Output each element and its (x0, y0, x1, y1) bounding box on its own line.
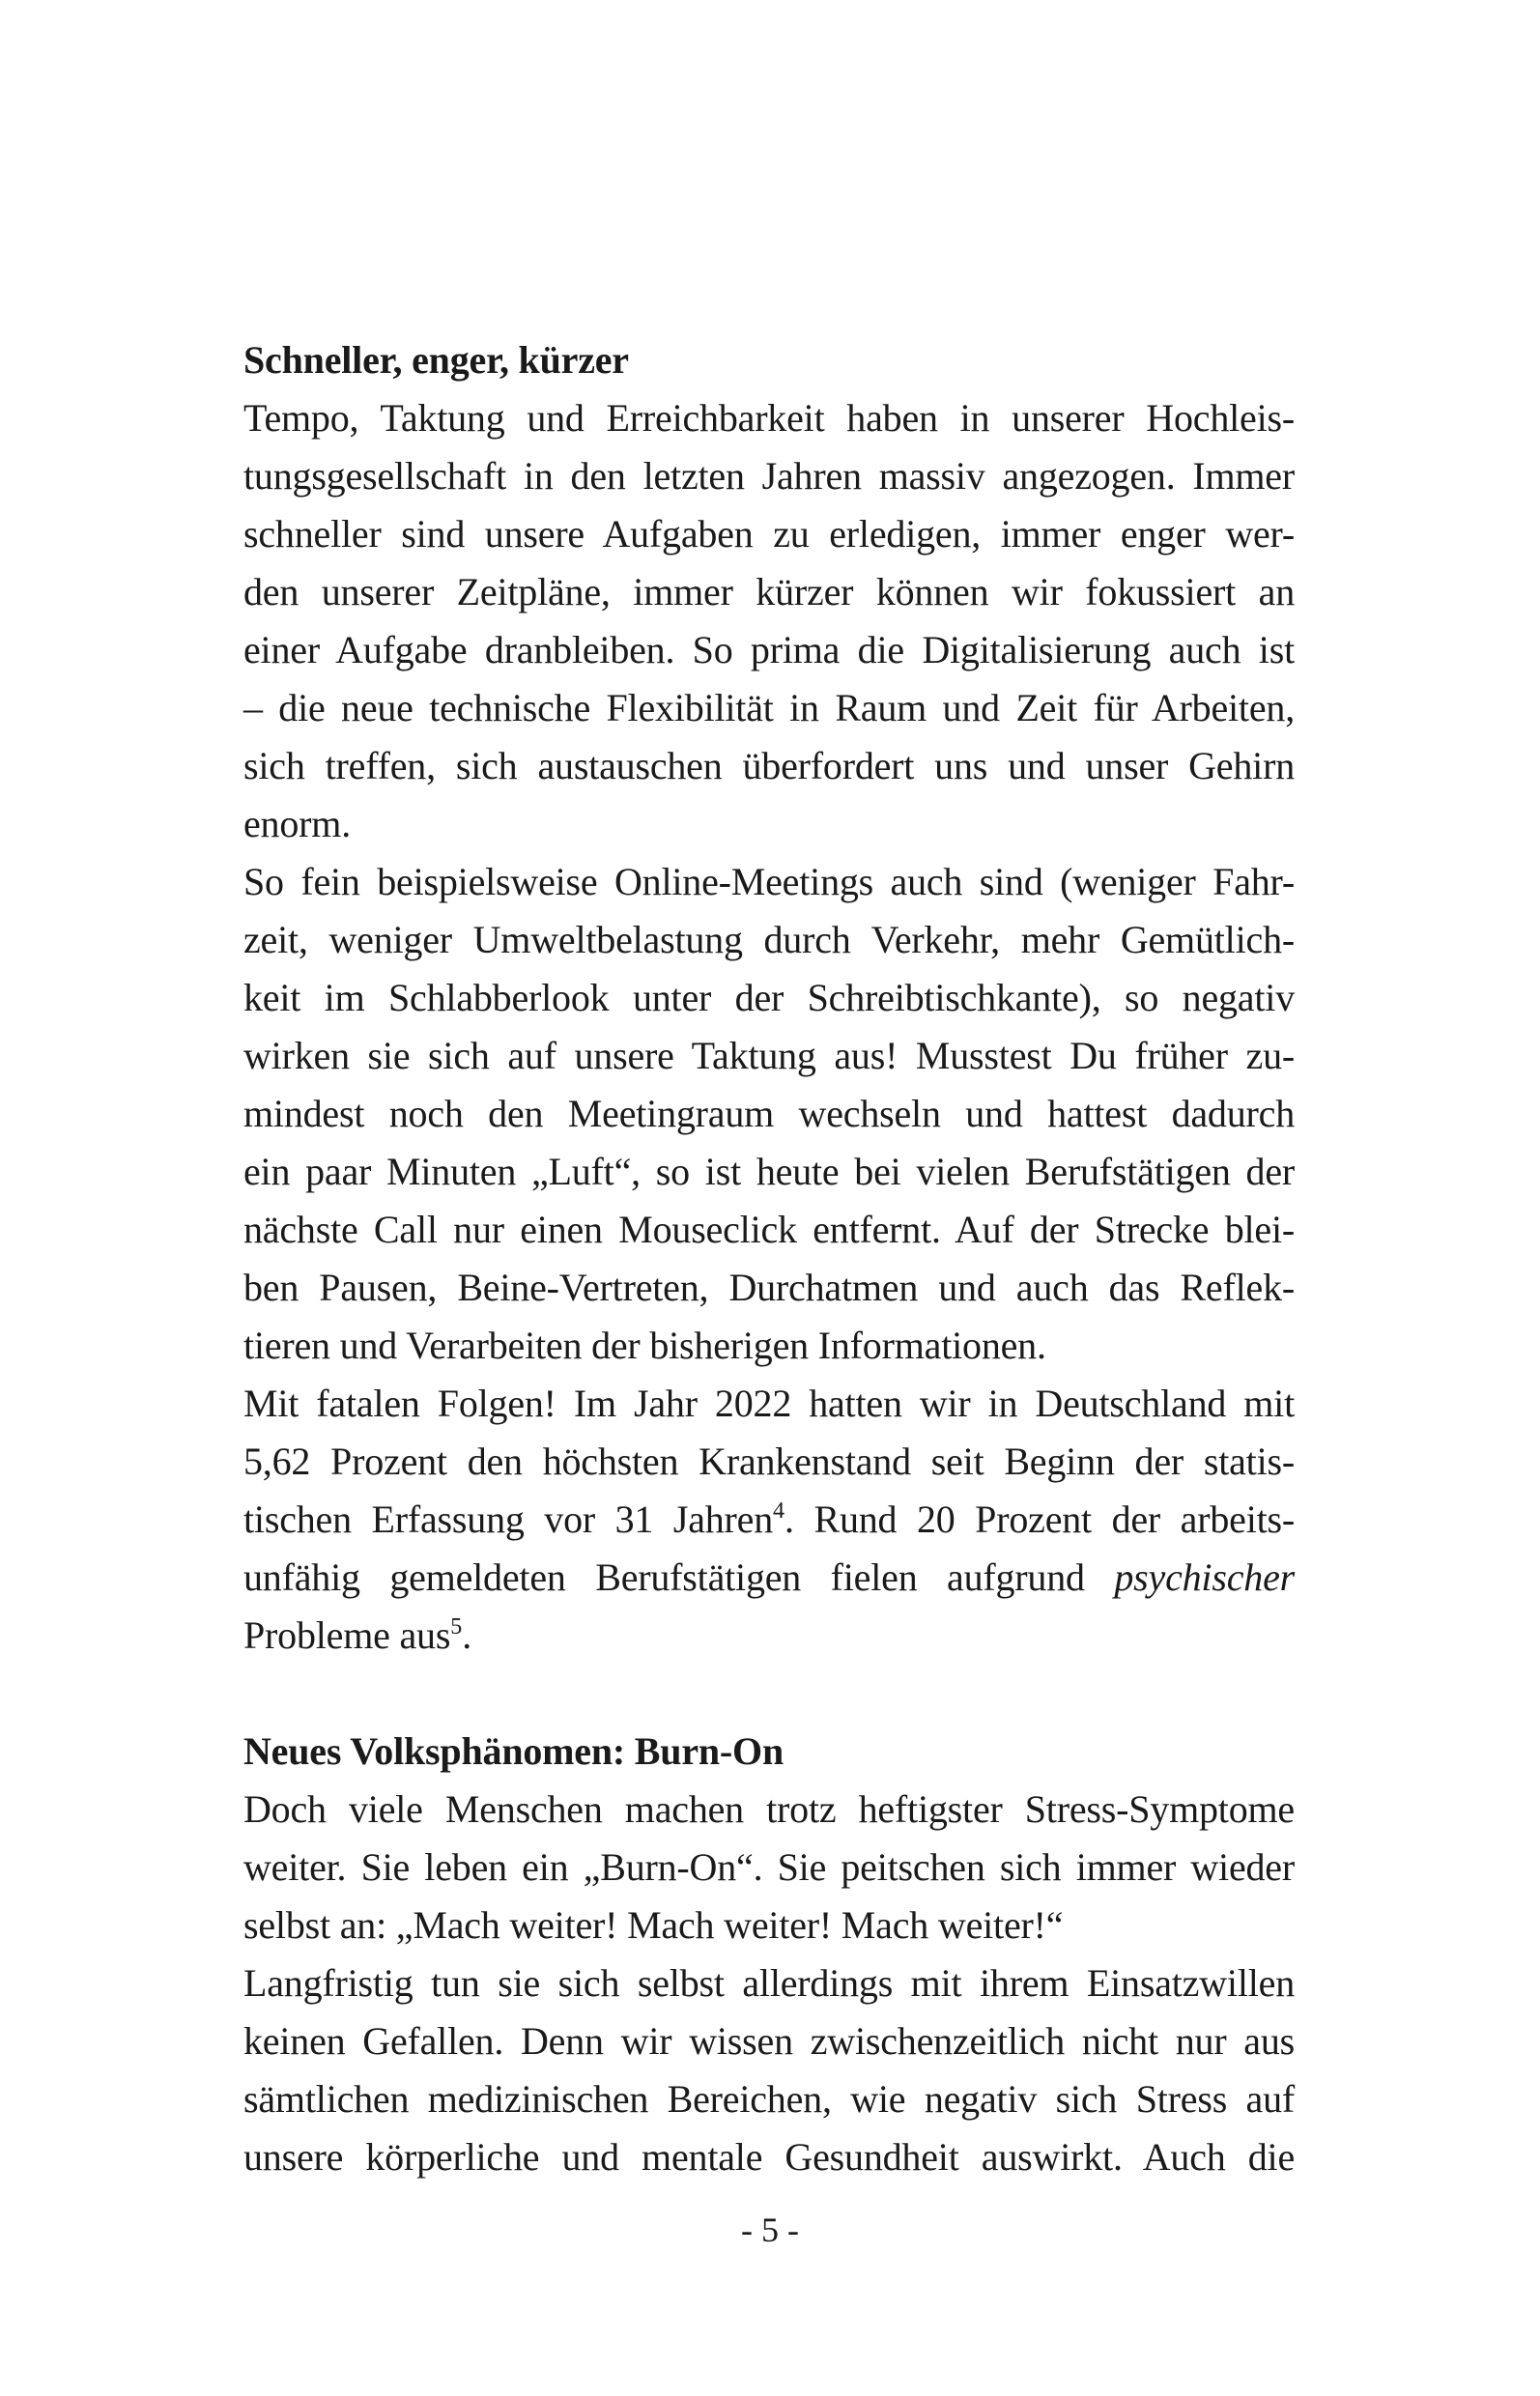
text-segment: . (462, 1613, 472, 1657)
text-line (243, 1781, 1295, 1839)
text-segment: ben Pausen, Beine-Vertreten, Durchatmen und auch das Reflek- (243, 1266, 1295, 1309)
text-segment: keinen Gefallen. Denn wir wissen zwischenzeitlich nicht nur aus (243, 2019, 1295, 2063)
text-segment: schneller sind unsere Aufgaben zu erledigen, immer enger wer- (243, 512, 1295, 556)
text-line (243, 1143, 1295, 1201)
text-line (243, 1607, 1295, 1665)
text-line (243, 621, 1295, 679)
text-segment: ein paar Minuten „Luft“, so ist heute bei vielen Berufstätigen der (243, 1150, 1295, 1193)
text-segment: Schneller, enger, kürzer (243, 338, 629, 382)
text-segment: tungsgesellschaft in den letzten Jahren massiv angezogen. Immer (243, 454, 1295, 498)
text-segment: – die neue technische Flexibilität in Raum und Zeit für Arbeiten, (243, 686, 1295, 729)
text-segment: . Rund 20 Prozent der arbeits- (784, 1498, 1296, 1541)
text-line (243, 679, 1295, 737)
text-line (243, 1549, 1295, 1607)
text-segment: So fein beispielsweise Online-Meetings auch sind (weniger Fahr- (243, 860, 1295, 903)
text-line (243, 737, 1295, 795)
footnote-marker: 4 (773, 1498, 785, 1524)
text-segment: sämtlichen medizinischen Bereichen, wie negativ sich Stress auf (243, 2077, 1295, 2121)
text-line (243, 1317, 1295, 1375)
text-segment: wirken sie sich auf unsere Taktung aus! Musstest Du früher zu- (243, 1034, 1295, 1077)
text-line (243, 1433, 1295, 1491)
text-segment: selbst an: „Mach weiter! Mach weiter! Mach weiter!“ (243, 1903, 1064, 1947)
text-segment: mindest noch den Meetingraum wechseln und hattest dadurch (243, 1092, 1295, 1135)
text-line (243, 1259, 1295, 1317)
text-line (243, 1491, 1295, 1549)
text-segment: unsere körperliche und mentale Gesundheit auswirkt. Auch die (243, 2135, 1295, 2179)
text-segment: Neues Volksphänomen: Burn-On (243, 1729, 784, 1773)
text-segment: Tempo, Taktung und Erreichbarkeit haben in unserer Hochleis- (243, 396, 1295, 440)
text-segment: 5,62 Prozent den höchsten Krankenstand seit Beginn der statis- (243, 1440, 1295, 1483)
text-line (243, 2128, 1295, 2186)
section-heading (243, 331, 1295, 389)
text-line (243, 2012, 1295, 2070)
text-segment: Probleme aus (243, 1613, 451, 1657)
text-line (243, 1954, 1295, 2012)
text-line (243, 1839, 1295, 1897)
section-heading (243, 1723, 1295, 1781)
text-segment: Mit fatalen Folgen! Im Jahr 2022 hatten wir in Deutschland mit (243, 1382, 1295, 1425)
text-line (243, 1375, 1295, 1433)
text-segment: nächste Call nur einen Mouseclick entfernt. Auf der Strecke blei- (243, 1208, 1295, 1251)
text-segment: Doch viele Menschen machen trotz heftigster Stress-Symptome (243, 1787, 1295, 1831)
text-segment: enorm. (243, 802, 351, 845)
page-number: - 5 - (741, 2211, 799, 2249)
text-line (243, 563, 1295, 621)
footnote-marker: 5 (450, 1614, 463, 1640)
text-line (243, 2070, 1295, 2128)
text-line (243, 853, 1295, 911)
text-line (243, 795, 1295, 853)
text-segment: einer Aufgabe dranbleiben. So prima die Digitalisierung auch ist (243, 628, 1295, 671)
text-line (243, 1085, 1295, 1143)
text-line (243, 1201, 1295, 1259)
text-line (243, 969, 1295, 1027)
text-line (243, 1897, 1295, 1954)
text-segment: keit im Schlabberlook unter der Schreibtischkante), so negativ (243, 976, 1295, 1019)
text-segment: tieren und Verarbeiten der bisherigen Informationen. (243, 1324, 1046, 1367)
text-segment: psychischer (1114, 1555, 1295, 1599)
text-line (243, 911, 1295, 969)
text-segment: den unserer Zeitpläne, immer kürzer können wir fokussiert an (243, 570, 1295, 613)
text-line (243, 1027, 1295, 1085)
text-segment: unfähig gemeldeten Berufstätigen fielen aufgrund (243, 1555, 1115, 1599)
text-segment: sich treffen, sich austauschen überfordert uns und unser Gehirn (243, 744, 1295, 787)
text-segment: weiter. Sie leben ein „Burn-On“. Sie peitschen sich immer wieder (243, 1845, 1295, 1889)
text-line (243, 447, 1295, 505)
blank-line (243, 1665, 1295, 1723)
text-block (243, 331, 1295, 2186)
text-line (243, 505, 1295, 563)
text-line (243, 389, 1295, 447)
text-segment: tischen Erfassung vor 31 Jahren (243, 1498, 774, 1541)
text-segment: Langfristig tun sie sich selbst allerdings mit ihrem Einsatzwillen (243, 1961, 1295, 2005)
text-segment: zeit, weniger Umweltbelastung durch Verkehr, mehr Gemütlich- (243, 918, 1295, 961)
